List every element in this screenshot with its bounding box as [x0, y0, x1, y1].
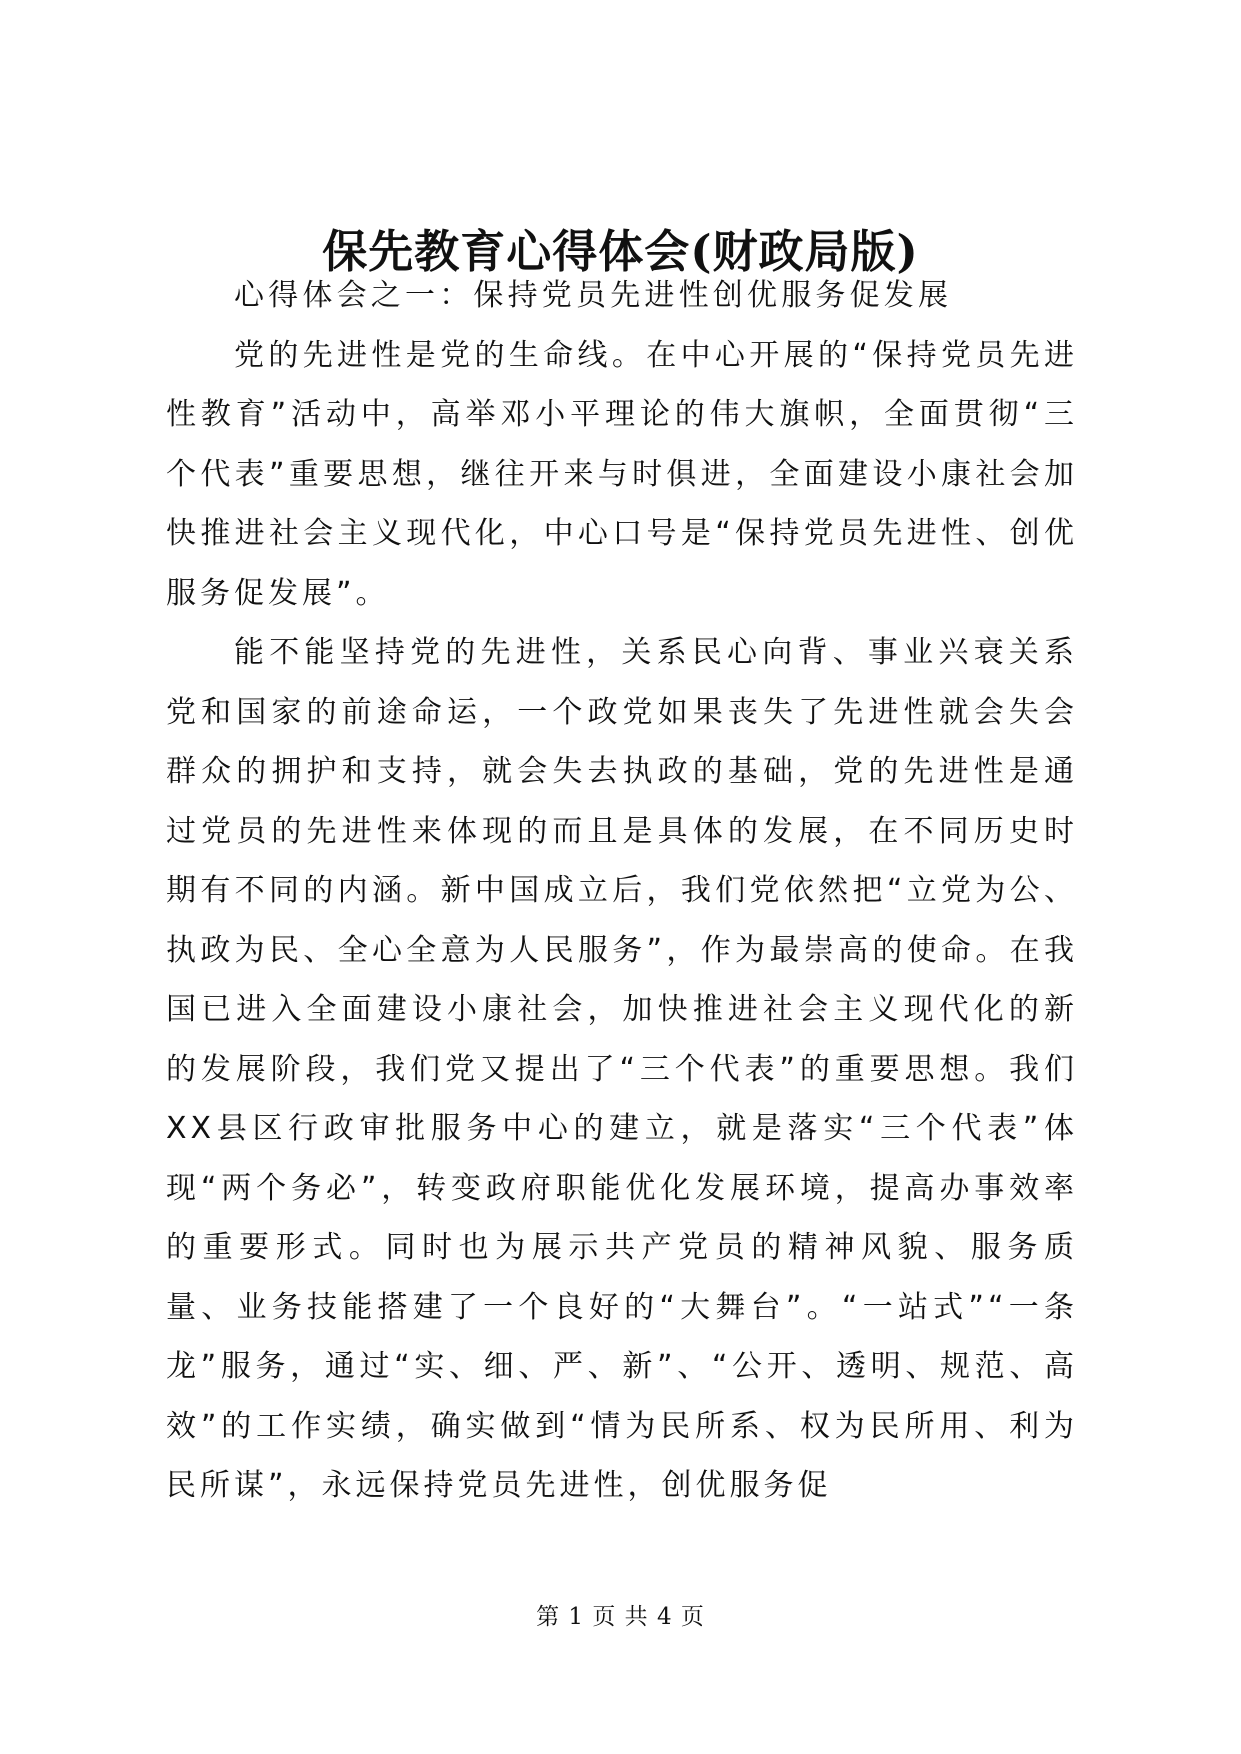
- document-title: 保先教育心得体会(财政局版): [322, 225, 919, 278]
- document-body: [166, 266, 1078, 1516]
- paragraph-2: 能不能坚持党的先进性，关系民心向背、事业兴衰关系党和国家的前途命运，一个政党如果丧失了先进性就会失会群众的拥护和支持，就会失去执政的基础，党的先进性是通过党员的先进性来体现的而且是具体的发展，在不同历史时期有不同的内涵。新中国成立后，我们党依然把“立党为公、执政为民、全心全意为人民服务”，作为最崇高的使命。在我国已进入全面建设小康社会，加快推进社会主义现代化的新的发展阶段，我们党又提出了“三个代表”的重要思想。我们XX县区行政审批服务中心的建立，就是落实“三个代表”体现“两个务必”，转变政府职能优化发展环境，提高办事效率的重要形式。同时也为展示共产党员的精神风貌、服务质量、业务技能搭建了一个良好的“大舞台”。“一站式”“一条龙”服务，通过“实、细、严、新”、“公开、透明、规范、高效”的工作实绩，确实做到“情为民所系、权为民所用、利为民所谋”，永远保持党员先进性，创优服务促: [166, 635, 1078, 1503]
- page-footer: 第 1 页 共 4 页: [536, 1604, 705, 1630]
- paragraph-1: 党的先进性是党的生命线。在中心开展的“保持党员先进性教育”活动中，高举邓小平理论的伟大旗帜，全面贯彻“三个代表”重要思想，继往开来与时俱进，全面建设小康社会加快推进社会主义现代化，中心口号是“保持党员先进性、创优服务促发展”。: [166, 337, 1078, 611]
- section-subtitle: 心得体会之一：保持党员先进性创优服务促发展: [234, 278, 953, 313]
